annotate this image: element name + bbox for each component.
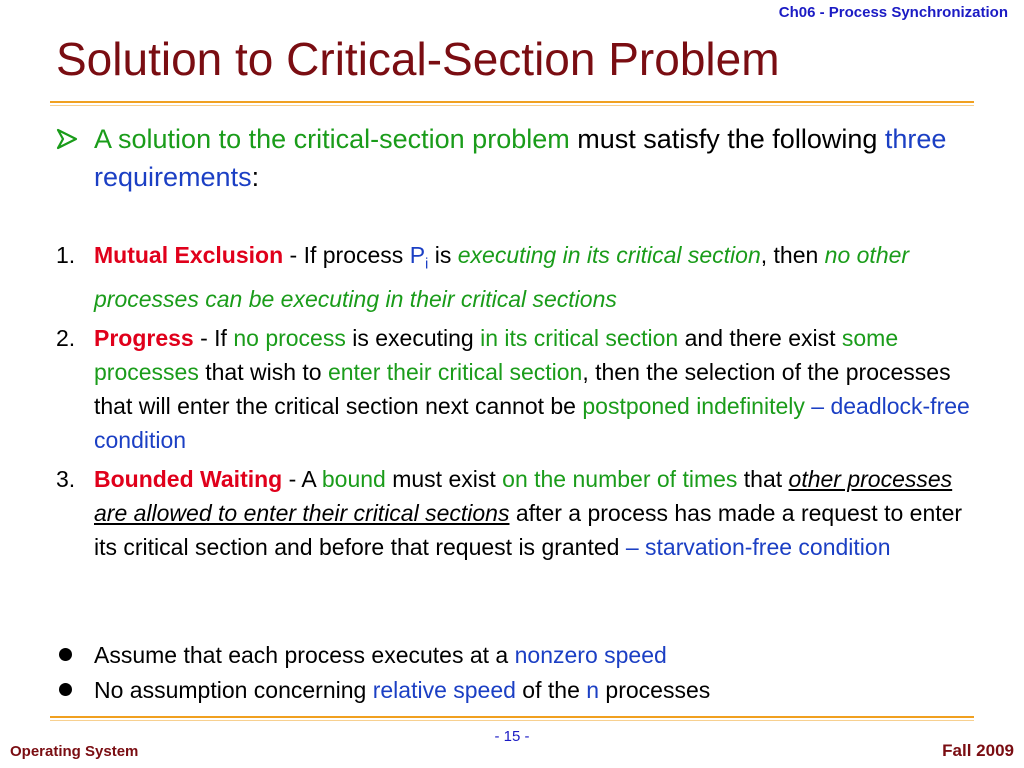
- requirement-number: 2.: [56, 324, 76, 351]
- requirement-highlight: bound: [321, 465, 386, 492]
- requirement-highlight: on the number of times: [502, 465, 738, 492]
- process-p: P: [409, 242, 426, 268]
- requirement-text: is: [428, 242, 458, 268]
- requirement-name: Mutual Exclusion: [94, 242, 284, 268]
- requirement-bounded-waiting: [56, 462, 976, 564]
- requirement-number: 1.: [56, 242, 76, 268]
- bullet-highlight: n: [586, 677, 600, 703]
- bullet-dot-icon: [59, 648, 72, 661]
- intro-text: [94, 120, 976, 196]
- requirement-text: - A: [282, 465, 322, 492]
- requirement-text: is executing: [345, 324, 481, 351]
- list-item: [56, 673, 976, 708]
- process-subscript: i: [425, 255, 429, 273]
- title-divider: [50, 101, 974, 103]
- requirement-text: and there exist: [678, 324, 842, 351]
- requirement-emphasis: other processes are allowed to enter their critical sections: [94, 465, 953, 526]
- bullet-text: No assumption concerning: [94, 677, 373, 703]
- requirement-highlight: in its critical section: [480, 324, 679, 351]
- requirement-number: 3.: [56, 465, 76, 492]
- intro-requirements: three requirements: [94, 124, 947, 192]
- page-number: - 15 -: [494, 728, 530, 745]
- requirement-highlight: some processes: [94, 324, 899, 385]
- bullet-text: of the: [515, 677, 587, 703]
- bullet-highlight: nonzero speed: [514, 642, 667, 668]
- intro-plain: must satisfy the following: [569, 124, 885, 154]
- requirements-list: [56, 238, 976, 569]
- arrow-bullet-icon: [56, 128, 78, 150]
- bullet-dot-icon: [59, 683, 72, 696]
- chapter-header: Ch06 - Process Synchronization: [778, 4, 1008, 21]
- intro-bullet: [56, 120, 976, 196]
- requirement-mutual-exclusion: [56, 238, 976, 316]
- requirement-highlight: postponed indefinitely: [582, 392, 805, 419]
- footer-divider: [50, 716, 974, 718]
- requirement-name: Progress: [94, 324, 194, 351]
- term-label: Fall 2009: [942, 741, 1014, 760]
- requirement-text: that: [737, 465, 789, 492]
- requirement-text: , then: [760, 242, 825, 268]
- intro-highlight: A solution to the critical-section problem: [94, 124, 570, 154]
- list-item: [56, 638, 976, 673]
- bullet-text: processes: [599, 677, 711, 703]
- slide-title: Solution to Critical-Section Problem: [56, 33, 780, 85]
- condition-note: – starvation-free condition: [625, 533, 891, 560]
- bullet-text: Assume that each process executes at a: [94, 642, 515, 668]
- requirement-text: - If process: [283, 242, 410, 268]
- bullet-highlight: relative speed: [372, 677, 516, 703]
- requirement-highlight: executing in its critical section: [457, 242, 761, 268]
- requirement-text: after a process has made a request to enter its critical section and before that request is granted: [94, 499, 963, 560]
- requirement-text: - If: [193, 324, 234, 351]
- requirement-highlight: no other processes can be executing in their critical sections: [94, 242, 910, 312]
- assumptions-list: [56, 638, 976, 708]
- requirement-highlight: no process: [233, 324, 346, 351]
- condition-note: – deadlock-free condition: [94, 392, 970, 453]
- requirement-highlight: enter their critical section: [327, 358, 583, 385]
- course-name: Operating System: [10, 743, 139, 760]
- requirement-text: , then the selection of the processes that will enter the critical section next cannot be: [94, 358, 951, 419]
- intro-colon: :: [251, 162, 260, 192]
- requirement-text: must exist: [385, 465, 503, 492]
- requirement-progress: [56, 321, 976, 457]
- requirement-text: that wish to: [198, 358, 328, 385]
- requirement-name: Bounded Waiting: [94, 465, 283, 492]
